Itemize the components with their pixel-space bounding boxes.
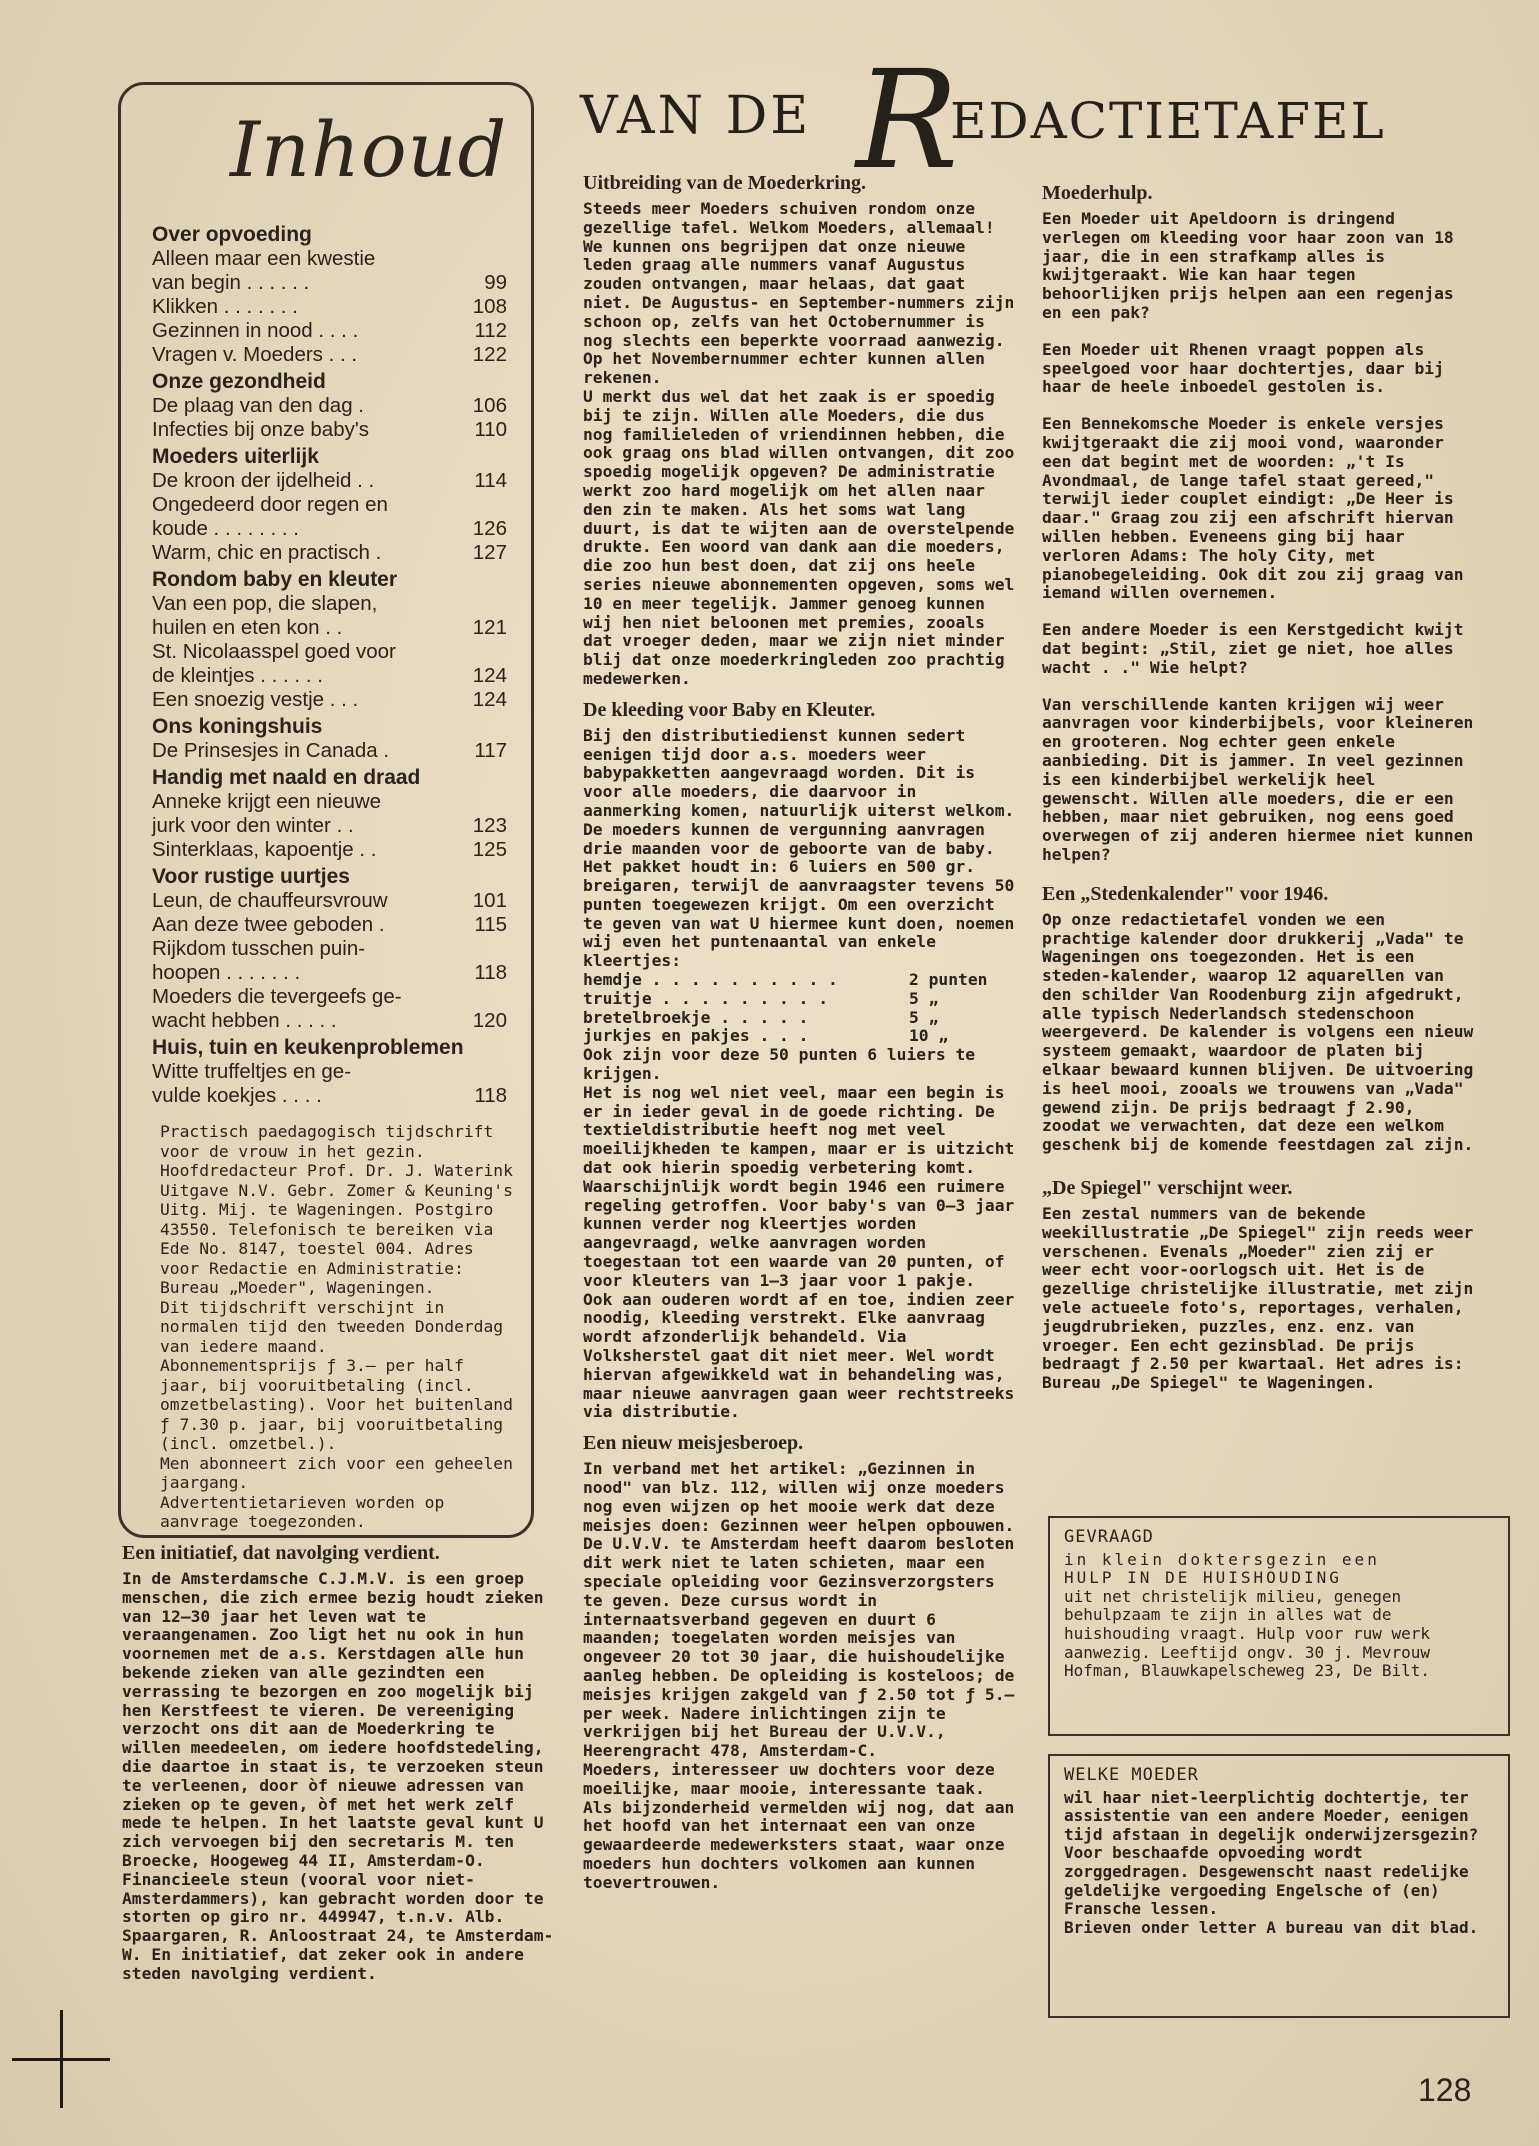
toc-entry <box>152 913 507 937</box>
crop-mark-horizontal <box>12 2058 110 2061</box>
ad-line: in klein doktersgezin een <box>1064 1549 1380 1569</box>
toc-entry <box>152 592 507 616</box>
toc-entry-title: van begin . . . . . . <box>152 271 310 294</box>
toc-entry-page: 112 <box>474 319 507 342</box>
masthead-redactietafel: EDACTIETAFEL <box>950 92 1386 150</box>
toc-entry-page <box>463 790 507 814</box>
article-title: Een „Stedenkalender" voor 1946. <box>1042 882 1329 905</box>
toc-entry-title: Warm, chic en practisch . <box>152 541 382 564</box>
ad-body: wil haar niet-leerplichtig dochtertje, ter assistentie van een andere Moeder, eenigen tijd afstaan in degelijk onderwijzersgezin? Voor beschaafde opvoeding wordt zorggedragen. Desgewenscht naast redelijke geldelijke vergoeding Engelsche of (en) Fransche lessen. Brieven onder letter A bureau van dit blad. <box>1064 1787 1479 1937</box>
middle-column <box>583 172 1019 1903</box>
toc-entry-page <box>463 937 507 961</box>
toc-entry <box>152 961 507 985</box>
article-moederhulp <box>1042 182 1478 865</box>
toc-entry <box>152 1084 507 1108</box>
table-of-contents <box>152 220 507 1108</box>
toc-entry-title: Gezinnen in nood . . . . <box>152 319 359 342</box>
toc-entry-title: Moeders die tevergeefs ge- <box>152 985 402 1008</box>
toc-section-heading: Rondom baby en kleuter <box>152 568 398 591</box>
points-row <box>583 971 1019 990</box>
toc-entry <box>152 838 507 862</box>
toc-entry-page: 126 <box>472 517 507 540</box>
toc-entry-title: Leun, de chauffeursvrouw <box>152 889 388 912</box>
toc-entry-page: 114 <box>474 469 507 492</box>
toc-entry-page: 120 <box>472 1009 507 1032</box>
toc-entry <box>152 271 507 295</box>
toc-section-heading: Over opvoeding <box>152 223 312 246</box>
toc-entry <box>152 517 507 541</box>
colophon: Practisch paedagogisch tijdschrift voor de vrouw in het gezin. Hoofdredacteur Prof. Dr. J. Waterink Uitgave N.V. Gebr. Zomer & Keuning's Uitg. Mij. te Wageningen. Postgiro 43550. Telefonisch te bereiken via Ede No. 8147, toestel 004. Adres voor Redactie en Administratie: Bureau „Moeder", Wageningen. Dit tijdschrift verschijnt in normalen tijd den tweeden Donderdag van iedere maand. Abonnementsprijs ƒ 3.— per half jaar, bij vooruitbetaling (incl. omzetbelasting). Voor het buitenland ƒ 7.30 p. jaar, bij vooruitbetaling (incl. omzetbel.). Men abonneert zich voor een geheelen jaargang. Advertentietarieven worden op aanvrage toegezonden. <box>160 1122 513 1531</box>
points-value: 5 „ <box>909 988 939 1008</box>
page-number: 128 <box>1418 2072 1472 2108</box>
toc-entry-title: vulde koekjes . . . . <box>152 1084 322 1107</box>
toc-entry-page: 123 <box>472 814 507 837</box>
toc-entry-page: 124 <box>472 688 507 711</box>
toc-entry-page: 127 <box>472 541 507 564</box>
points-row <box>583 1027 1019 1046</box>
toc-entry-page <box>463 985 507 1009</box>
article-paragraph: Een Bennekomsche Moeder is enkele versjes kwijtgeraakt die zij mooi vond, waaronder een dat begint met de woorden: „'t Is Avondmaal, de lange tafel staat gereed," terwijl ieder couplet eindigt: „De Heer is daar." Graag zou zij een afschrift hiervan willen hebben. Eveneens ging bij haar verloren Adams: The holy City, met pianobegeleiding. Ook dit zou zij graag van iemand willen overnemen. <box>1042 414 1464 603</box>
toc-entry <box>152 418 507 442</box>
toc-entry <box>152 664 507 688</box>
points-row <box>583 990 1019 1009</box>
toc-entry-title: De kroon der ijdelheid . . <box>152 469 375 492</box>
points-item: jurkjes en pakjes . . . <box>583 1026 809 1046</box>
article-paragraph: Een Moeder uit Rhenen vraagt poppen als speelgoed voor haar dochtertjes, daar bij haar de heele inboedel gestolen is. <box>1042 339 1444 397</box>
toc-entry <box>152 343 507 367</box>
toc-entry <box>152 394 507 418</box>
article-kleeding <box>583 699 1019 1422</box>
toc-entry-title: Van een pop, die slapen, <box>152 592 378 615</box>
article-title: „De Spiegel" verschijnt weer. <box>1042 1177 1293 1200</box>
points-item: hemdje . . . . . . . . . . <box>583 970 838 990</box>
article-meisjesberoep <box>583 1432 1019 1892</box>
article-title: Uitbreiding van de Moederkring. <box>583 172 866 194</box>
toc-entry <box>152 889 507 913</box>
toc-entry-page: 125 <box>472 838 507 861</box>
toc-entry <box>152 1060 507 1084</box>
toc-entry-title: huilen en eten kon . . <box>152 616 343 639</box>
toc-entry <box>152 640 507 664</box>
article-body: Op onze redactietafel vonden we een prachtige kalender door drukkerij „Vada" te Wageningen ons toegezonden. Het is een steden-kalender, waarop 12 aquarellen van den schilder Van Roodenburg zijn afgedrukt, alle typisch Nederlandsch stedenschoon weergeverd. De kalender is volgens een nieuw systeem gemaakt, waardoor de platen bij elkaar bewaard kunnen blijven. De uitvoering is heel mooi, zooals we trouwens van „Vada" gewend zijn. De prijs bedraagt ƒ 2.90, zoodat we verwachten, dat deze een welkom geschenk bij de komende feestdagen zal zijn. <box>1042 909 1474 1155</box>
points-value: 2 punten <box>909 970 988 990</box>
article-body: In verband met het artikel: „Gezinnen in nood" van blz. 112, willen wij onze moeders nog even wijzen op het mooie werk dat deze meisjes doen: Gezinnen weer helpen opbouwen. De U.V.V. te Amsterdam heeft daarom besloten dit werk niet te laten schieten, maar een speciale opleiding voor Gezinsverzorgsters te geven. Deze cursus wordt in internaatsverband gegeven en duurt 6 maanden; toegelaten worden meisjes van ongeveer 20 tot 30 jaar, die huishoudelijke aanleg hebben. De opleiding is kosteloos; de meisjes krijgen zakgeld van ƒ 2.50 tot ƒ 5.— per week. Nadere inlichtingen zijn te verkrijgen bij het Bureau der U.V.V., Heerengracht 478, Amsterdam-C. Moeders, interesseer uw dochters voor deze moeilijke, maar mooie, interessante taak. Als bijzonderheid vermelden wij nog, dat aan het hoofd van het internaat een van onze gewaardeerde medewerksters staat, waar onze moeders hun dochters volkomen aan kunnen toevertrouwen. <box>583 1459 1015 1892</box>
toc-section-heading: Huis, tuin en keukenproblemen <box>152 1036 464 1059</box>
article-body: Ook zijn voor deze 50 punten 6 luiers te krijgen. Het is nog wel niet veel, maar een begin is er in ieder geval in de goede richting. De textieldistributie heeft nog met veel moeilijkheden te kampen, maar er is uitzicht dat ook hierin spoedig verbetering komt. Waarschijnlijk wordt begin 1946 een ruimere regeling getroffen. Voor baby's van 0—3 jaar kunnen verder nog kleertjes worden aangevraagd, welke aanvragen worden toegestaan tot een waarde van 20 punten, of voor kleuters van 1—3 jaar voor 1 pakje. Ook aan ouderen wordt af en toe, indien zeer noodig, kleeding verstrekt. Elke aanvraag wordt afzonderlijk behandeld. Via Volksherstel gaat dit niet meer. Wel wordt hiervan afgewikkeld wat in behandeling was, maar nieuwe aanvragen gaan weer rechtstreeks via distributie. <box>583 1045 1015 1422</box>
article-title: De kleeding voor Baby en Kleuter. <box>583 698 876 721</box>
points-value: 10 „ <box>909 1026 949 1046</box>
toc-entry-page: 110 <box>474 418 507 441</box>
ad-line: HULP IN DE HUISHOUDING <box>1064 1568 1342 1588</box>
article-title: Een initiatief, dat navolging verdient. <box>122 1542 440 1564</box>
toc-entry <box>152 985 507 1009</box>
article-body: Een zestal nummers van de bekende weekillustratie „De Spiegel" zijn reeds weer verschenen. Evenals „Moeder" zien zij er weer echt voor-oorlogsch uit. Het is de gezellige christelijke illustratie, met zijn vele actueele foto's, reportages, verhalen, jeugdrubrieken, puzzles, enz. enz. van vroeger. Een echt gezinsblad. De prijs bedraagt ƒ 2.50 per kwartaal. Het adres is: Bureau „De Spiegel" te Wageningen. <box>1042 1204 1474 1393</box>
toc-entry-title: jurk voor den winter . . <box>152 814 354 837</box>
toc-entry-title: Rijkdom tusschen puin- <box>152 937 366 960</box>
article-spiegel <box>1042 1177 1478 1393</box>
toc-entry-title: Ongedeerd door regen en <box>152 493 388 516</box>
points-item: bretelbroekje . . . . . <box>583 1007 809 1027</box>
toc-entry <box>152 247 507 271</box>
toc-entry-title: Infecties bij onze baby's <box>152 418 370 441</box>
toc-entry-page: 122 <box>472 343 507 366</box>
article-body: Steeds meer Moeders schuiven rondom onze gezellige tafel. Welkom Moeders, allemaal! We kunnen ons begrijpen dat onze nieuwe leden graag alle nummers vanaf Augustus zouden ontvangen, maar helaas, dat gaat niet. De Augustus- en September-nummers zijn schoon op, zelfs van het Octobernummer is nog slechts een beperkte voorraad aanwezig. Op het Novembernummer echter kunnen allen rekenen. U merkt dus wel dat het zaak is er spoedig bij te zijn. Willen alle Moeders, die dus nog familieleden of vriendinnen hebben, die ook graag ons blad willen ontvangen, dit zoo spoedig mogelijk opgeven? De administratie werkt zoo hard mogelijk om het allen naar den zin te maken. Als het soms wat lang duurt, is dat te wijten aan de overstelpende drukte. Een woord van dank aan die moeders, die zoo hun best doen, dat zij ons heele series nieuwe abonnementen opgeven, soms wel 10 en meer tegelijk. Jammer genoeg kunnen wij hen niet beloonen met premies, zooals dat vroeger deden, maar we zijn niet minder blij dat onze moederkringleden zoo prachtig medewerken. <box>583 199 1015 688</box>
points-row <box>583 1009 1019 1028</box>
toc-entry <box>152 814 507 838</box>
toc-entry-title: Vragen v. Moeders . . . <box>152 343 358 366</box>
toc-entry <box>152 493 507 517</box>
toc-entry-page <box>463 1060 507 1084</box>
toc-entry-page: 106 <box>472 394 507 417</box>
toc-entry <box>152 616 507 640</box>
ad-heading: WELKE MOEDER <box>1064 1765 1199 1785</box>
toc-section-heading: Moeders uiterlijk <box>152 445 319 468</box>
right-column <box>1042 182 1478 1403</box>
toc-entry-page: 118 <box>474 1084 507 1107</box>
ad-heading: GEVRAAGD <box>1064 1527 1154 1547</box>
toc-entry-title: Aan deze twee geboden . <box>152 913 385 936</box>
toc-entry-title: De plaag van den dag . <box>152 394 364 417</box>
toc-entry-page: 124 <box>472 664 507 687</box>
points-item: truitje . . . . . . . . . <box>583 988 829 1008</box>
toc-section-heading: Handig met naald en draad <box>152 766 421 789</box>
toc-entry-page: 118 <box>474 961 507 984</box>
toc-entry-title: Een snoezig vestje . . . <box>152 688 359 711</box>
masthead-van-de: VAN DE <box>580 86 812 146</box>
toc-entry-title: Anneke krijgt een nieuwe <box>152 790 382 813</box>
toc-entry-title: hoopen . . . . . . . <box>152 961 301 984</box>
article-uitbreiding <box>583 172 1019 689</box>
toc-entry <box>152 937 507 961</box>
toc-entry <box>152 295 507 319</box>
article-intro: Bij den distributiedienst kunnen sedert eenigen tijd door a.s. moeders weer babypakketten aangevraagd worden. Dit is voor alle moeders, die daarvoor in aanmerking komen, natuurlijk uiterst welkom. De moeders kunnen de vergunning aanvragen drie maanden voor de geboorte van de baby. Het pakket houdt in: 6 luiers en 500 gr. breigaren, terwijl de aanvraagster tevens 50 punten toegewezen krijgt. Om een overzicht te geven van wat U hiermee kunt doen, noemen wij even het puntenaantal van enkele kleertjes: <box>583 725 1015 971</box>
article-initiatief <box>122 1542 562 1994</box>
masthead-initial: R <box>856 42 959 200</box>
toc-entry-title: St. Nicolaasspel goed voor <box>152 640 396 663</box>
toc-entry-page: 99 <box>484 271 507 294</box>
toc-entry-title: Klikken . . . . . . . <box>152 295 298 318</box>
toc-section-heading: Voor rustige uurtjes <box>152 865 350 888</box>
article-title: Moederhulp. <box>1042 182 1153 204</box>
toc-entry <box>152 541 507 565</box>
ad-body: uit net christelijk milieu, genegen behulpzaam te zijn in alles wat de huishouding vraagt. Hulp voor ruw werk aanwezig. Leeftijd ongv. 30 j. Mevrouw Hofman, Blauwkapelscheweg 23, De Bilt. <box>1064 1586 1431 1681</box>
toc-entry <box>152 1009 507 1033</box>
toc-entry-page <box>463 247 507 271</box>
points-table <box>583 971 1019 1046</box>
toc-entry-page <box>463 592 507 616</box>
toc-entry-title: Witte truffeltjes en ge- <box>152 1060 352 1083</box>
article-paragraph: Van verschillende kanten krijgen wij weer aanvragen voor kinderbijbels, voor kleineren en grooteren. Nog echter geen enkele aanbieding. Dit is jammer. In veel gezinnen is een kinderbijbel werkelijk heel gewenscht. Willen alle moeders, die er een hebben, maar niet gebruiken, nog eens goed overwegen of zij anderen hiermee niet kunnen helpen? <box>1042 694 1474 864</box>
toc-entry-title: koude . . . . . . . . <box>152 517 299 540</box>
ad-welke-moeder <box>1048 1754 1510 2018</box>
toc-entry-page: 117 <box>474 739 507 762</box>
toc-section-heading: Onze gezondheid <box>152 370 326 393</box>
toc-entry-page: 121 <box>472 616 507 639</box>
article-paragraph: Een Moeder uit Apeldoorn is dringend verlegen om kleeding voor haar zoon van 18 jaar, die in een strafkamp alles is kwijtgeraakt. Wie kan haar tegen behoorlijken prijs helpen aan een regenjas en een pak? <box>1042 209 1454 322</box>
toc-entry <box>152 739 507 763</box>
points-value: 5 „ <box>909 1007 939 1027</box>
toc-entry <box>152 688 507 712</box>
toc-title: Inhoud <box>230 105 508 194</box>
toc-entry-title: De Prinsesjes in Canada . <box>152 739 390 762</box>
toc-entry <box>152 469 507 493</box>
article-body: In de Amsterdamsche C.J.M.V. is een groep menschen, die zich ermee bezig houdt zieken van 12—30 jaar het leven wat te veraangenamen. Zoo ligt het nu ook in hun voornemen met de a.s. Kerstdagen alle hun bekende zieken van alle gezindten een verrassing te bezorgen en zoo mogelijk bij hen Kerstfeest te vieren. De vereeniging verzocht ons dit aan de Moederkring te willen meedeelen, om iedere hoofdstedeling, die daartoe in staat is, te verzoeken steun te verleenen, door òf nieuwe adressen van zieken op te geven, òf met het werk zelf mede te helpen. In het laatste geval kunt U zich vervoegen bij den secretaris M. ten Broecke, Hoogeweg 44 II, Amsterdam-O. Financieele steun (vooral voor niet-Amsterdammers), kan gebracht worden door te storten op giro nr. 449947, t.n.v. Alb. Spaargaren, R. Anloostraat 24, te Amsterdam-W. En initiatief, dat zeker ook in andere steden navolging verdient. <box>122 1569 554 1983</box>
toc-entry-title: Alleen maar een kwestie <box>152 247 376 270</box>
toc-entry-page: 108 <box>472 295 507 318</box>
article-stedenkalender <box>1042 883 1478 1155</box>
toc-entry-page <box>463 493 507 517</box>
article-paragraph: Een andere Moeder is een Kerstgedicht kwijt dat begint: „Stil, ziet ge niet, hoe alles wacht . ." Wie helpt? <box>1042 620 1464 677</box>
ad-gevraagd <box>1048 1516 1510 1736</box>
toc-entry-title: Sinterklaas, kapoentje . . <box>152 838 377 861</box>
toc-entry <box>152 790 507 814</box>
article-title: Een nieuw meisjesberoep. <box>583 1432 804 1455</box>
toc-entry-page: 101 <box>472 889 507 912</box>
toc-entry-title: de kleintjes . . . . . . <box>152 664 323 687</box>
toc-section-heading: Ons koningshuis <box>152 715 323 738</box>
toc-entry-page: 115 <box>474 913 507 936</box>
toc-entry-page <box>463 640 507 664</box>
toc-entry-title: wacht hebben . . . . . <box>152 1009 337 1032</box>
toc-entry <box>152 319 507 343</box>
